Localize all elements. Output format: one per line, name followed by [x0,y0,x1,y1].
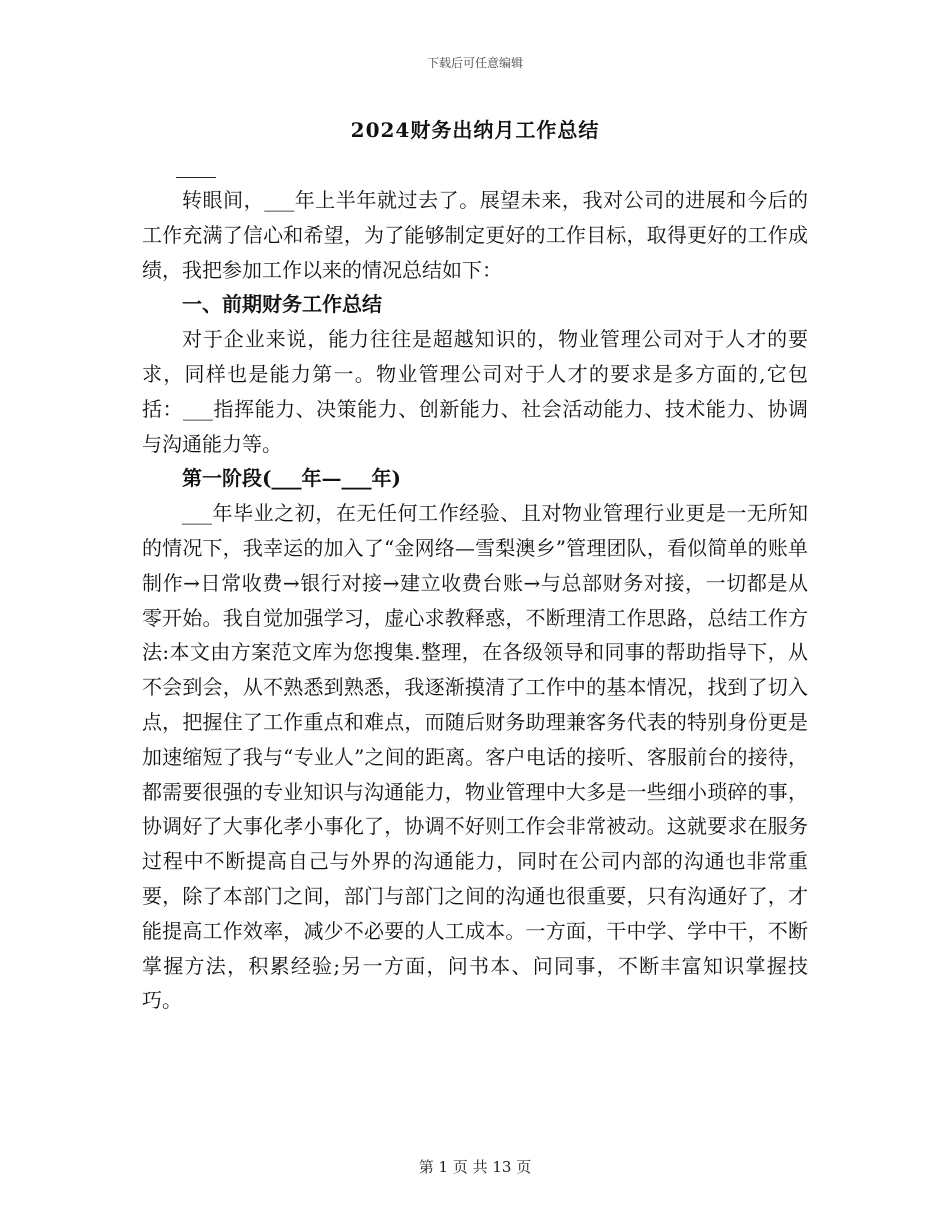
section1-paragraph: 对于企业来说，能力往往是超越知识的，物业管理公司对于人才的要求，同样也是能力第一。物业管理公司对于人才的要求是多方面的,它包括：___指挥能力、决策能力、创新能力、社会活动能力、技术能力、协调与沟通能力等。 [142,327,808,456]
document-title: 2024财务出纳月工作总结 [350,118,600,142]
intro-paragraph: 转眼间，___年上半年就过去了。展望未来，我对公司的进展和今后的工作充满了信心和希望，为了能够制定更好的工作目标，取得更好的工作成绩，我把参加工作以来的情况总结如下： [142,188,808,282]
stage1-paragraph: ___年毕业之初，在无任何工作经验、且对物业管理行业更是一无所知的情况下，我幸运的加入了“金网络—雪梨澳乡”管理团队，看似简单的账单制作→日常收费→银行对接→建立收费台账→与总部财务对接，一切都是从零开始。我自觉加强学习，虚心求教释惑，不断理清工作思路，总结工作方法:本文由方案范文库为您搜集.整理，在各级领导和同事的帮助指导下，从不会到会，从不熟悉到熟悉，我逐渐摸清了工作中的基本情况，找到了切入点，把握住了工作重点和难点，而随后财务助理兼客务代表的特别身份更是加速缩短了我与“专业人”之间的距离。客户电话的接听、客服前台的接待，都需要很强的专业知识与沟通能力，物业管理中大多是一些细小琐碎的事，协调好了大事化孝小事化了，协调不好则工作会非常被动。这就要求在服务过程中不断提高自己与外界的沟通能力，同时在公司内部的沟通也非常重要，除了本部门之间，部门与部门之间的沟通也很重要，只有沟通好了，才能提高工作效率，减少不必要的人工成本。一方面，干中学、学中干，不断掌握方法，积累经验;另一方面，问书本、问同事，不断丰富知识掌握技巧。 [142,501,808,1013]
header-note: 下载后可任意编辑 [426,56,523,70]
section-heading-1: 一、前期财务工作总结 [182,292,382,317]
page-indicator: 第 1 页 共 13 页 [418,1158,532,1176]
stage1-heading: 第一阶段(___年—___年) [182,466,401,491]
title-underline-rule [176,177,216,178]
document-body [142,183,808,1018]
